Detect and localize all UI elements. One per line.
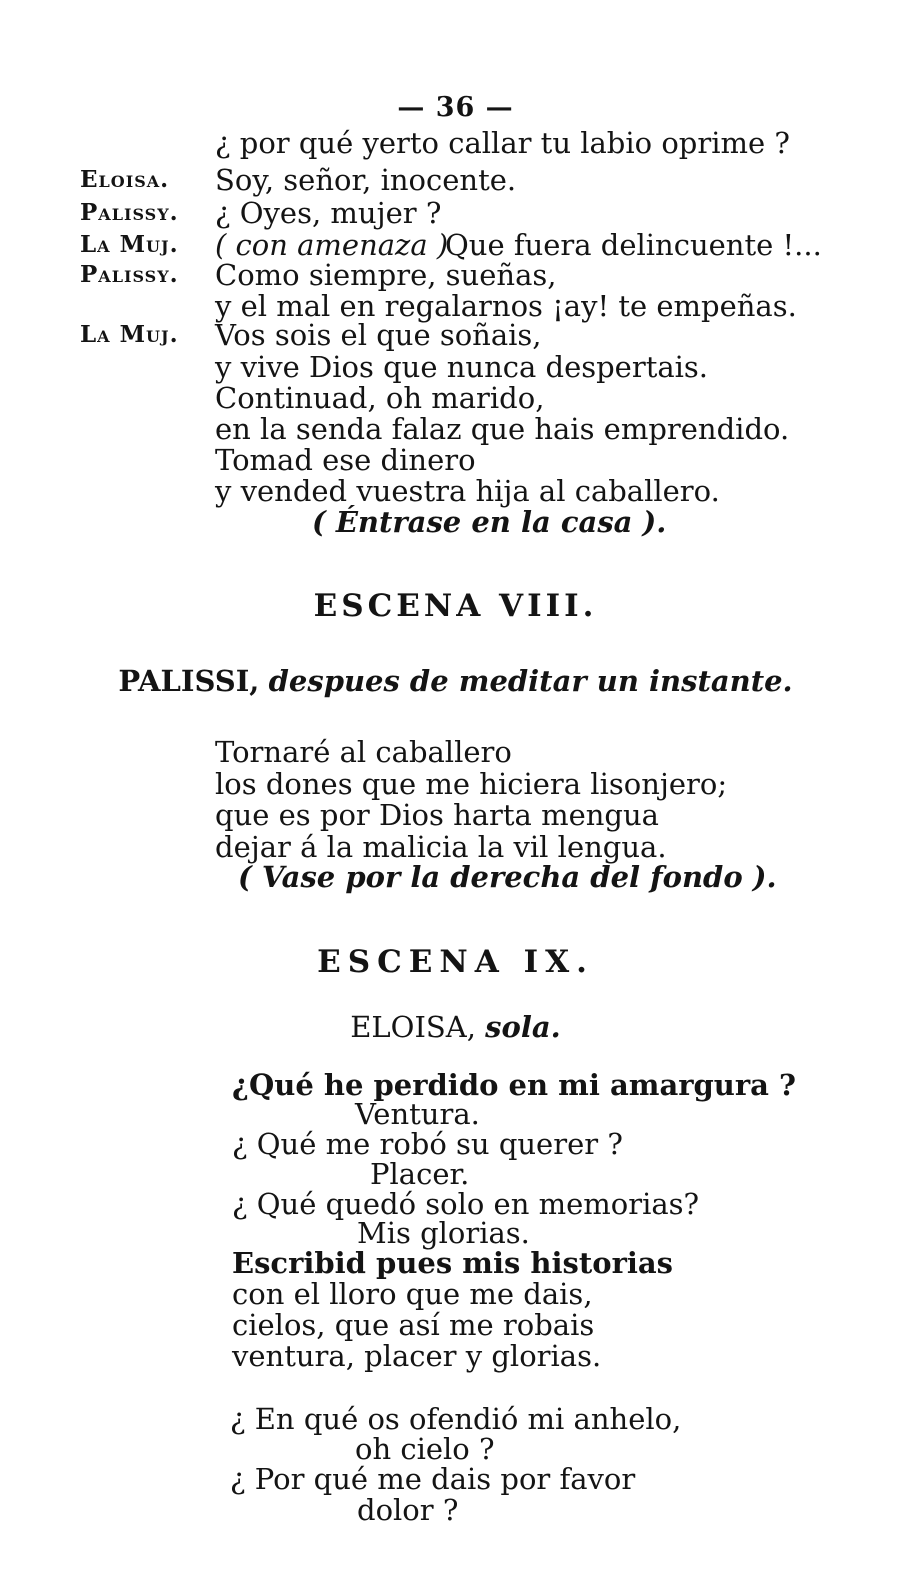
scene-heading: ESCENA IX. — [317, 944, 594, 980]
verse-text: y vive Dios que nunca despertais. — [215, 350, 709, 384]
stage-direction: ( Éntrase en la casa ). — [312, 505, 667, 539]
verse-line — [0, 1402, 911, 1436]
verse-line — [0, 1157, 911, 1191]
verse-line — [0, 735, 911, 769]
verse-text: Ventura. — [355, 1097, 480, 1131]
scene-heading: ESCENA VIII. — [313, 588, 598, 624]
dialogue-line — [0, 443, 911, 477]
dialogue-line — [0, 505, 911, 539]
dialogue-line — [0, 258, 911, 292]
dialogue-line — [0, 196, 911, 230]
dialogue-line — [0, 381, 911, 415]
stage-direction: ( con amenaza ) — [215, 228, 449, 262]
verse-line — [0, 1462, 911, 1496]
verse-text: dolor ? — [357, 1493, 459, 1527]
verse-text: Continuad, oh marido, — [215, 381, 545, 415]
verse-text: oh cielo ? — [355, 1432, 495, 1466]
verse-line — [0, 1339, 911, 1373]
verse-text: ¿ En qué os ofendió mi anhelo, — [230, 1402, 682, 1436]
verse-text: en la senda falaz que hais emprendido. — [215, 412, 790, 446]
speaker-label: Palissy. — [80, 261, 179, 288]
verse-text: Mis glorias. — [357, 1216, 530, 1250]
dialogue-line — [0, 412, 911, 446]
verse-line — [0, 1216, 911, 1250]
verse-line — [0, 860, 911, 894]
dialogue-line — [0, 228, 911, 262]
verse-text: Tomad ese dinero — [215, 443, 476, 477]
verse-text: que es por Dios harta mengua — [215, 798, 659, 832]
verse-line — [0, 1277, 911, 1311]
verse-text: con el lloro que me dais, — [232, 1277, 593, 1311]
speaker-label: La Muj. — [80, 231, 179, 258]
verse-text: y vended vuestra hija al caballero. — [215, 474, 720, 508]
verse-text: dejar á la malicia la vil lengua. — [215, 830, 667, 864]
verse-line — [0, 798, 911, 832]
character-line — [0, 1010, 911, 1044]
verse-text: ¿ por qué yerto callar tu labio oprime ? — [215, 126, 790, 160]
verse-text: ¿Qué he perdido en mi amargura ? — [232, 1068, 797, 1102]
character-line — [0, 664, 911, 698]
verse-line — [0, 1127, 911, 1161]
speaker-label: Eloisa. — [80, 166, 170, 193]
verse-text: Vos sois el que soñais, — [215, 318, 542, 352]
verse-line — [0, 830, 911, 864]
verse-text: ventura, placer y glorias. — [232, 1339, 602, 1373]
dialogue-line — [0, 350, 911, 384]
verse-line — [0, 1493, 911, 1527]
dialogue-line — [0, 474, 911, 508]
character-name: ELOISA, — [350, 1010, 476, 1044]
verse-text: Placer. — [370, 1157, 470, 1191]
dialogue-line — [0, 163, 911, 197]
verse-line — [0, 1097, 911, 1131]
character-name: PALISSI, — [118, 664, 260, 698]
verse-text: Soy, señor, inocente. — [215, 163, 517, 197]
verse-text: Tornaré al caballero — [215, 735, 512, 769]
verse-text: Como siempre, sueñas, — [215, 258, 557, 292]
verse-line — [0, 1432, 911, 1466]
speaker-label: Palissy. — [80, 199, 179, 226]
verse-line — [0, 1308, 911, 1342]
verse-text: ¿ Oyes, mujer ? — [215, 196, 442, 230]
speaker-label: La Muj. — [80, 321, 179, 348]
verse-text: ¿ Qué me robó su querer ? — [232, 1127, 623, 1161]
verse-text: Que fuera delincuente !... — [445, 228, 822, 262]
verse-text: ¿ Por qué me dais por favor — [230, 1462, 636, 1496]
stage-direction: ( Vase por la derecha del fondo ). — [238, 860, 777, 894]
dialogue-line — [0, 126, 911, 160]
verse-text: y el mal en regalarnos ¡ay! te empeñas. — [215, 289, 797, 323]
stage-direction: sola. — [485, 1010, 561, 1044]
verse-text: los dones que me hiciera lisonjero; — [215, 767, 728, 801]
stage-direction: despues de meditar un instante. — [268, 664, 793, 698]
verse-text: cielos, que así me robais — [232, 1308, 595, 1342]
page-number: — 36 — — [397, 92, 514, 123]
verse-text: Escribid pues mis historias — [232, 1246, 673, 1280]
dialogue-line — [0, 318, 911, 352]
verse-line — [0, 1246, 911, 1280]
verse-text: ¿ Qué quedó solo en memorias? — [232, 1187, 700, 1221]
verse-line — [0, 767, 911, 801]
